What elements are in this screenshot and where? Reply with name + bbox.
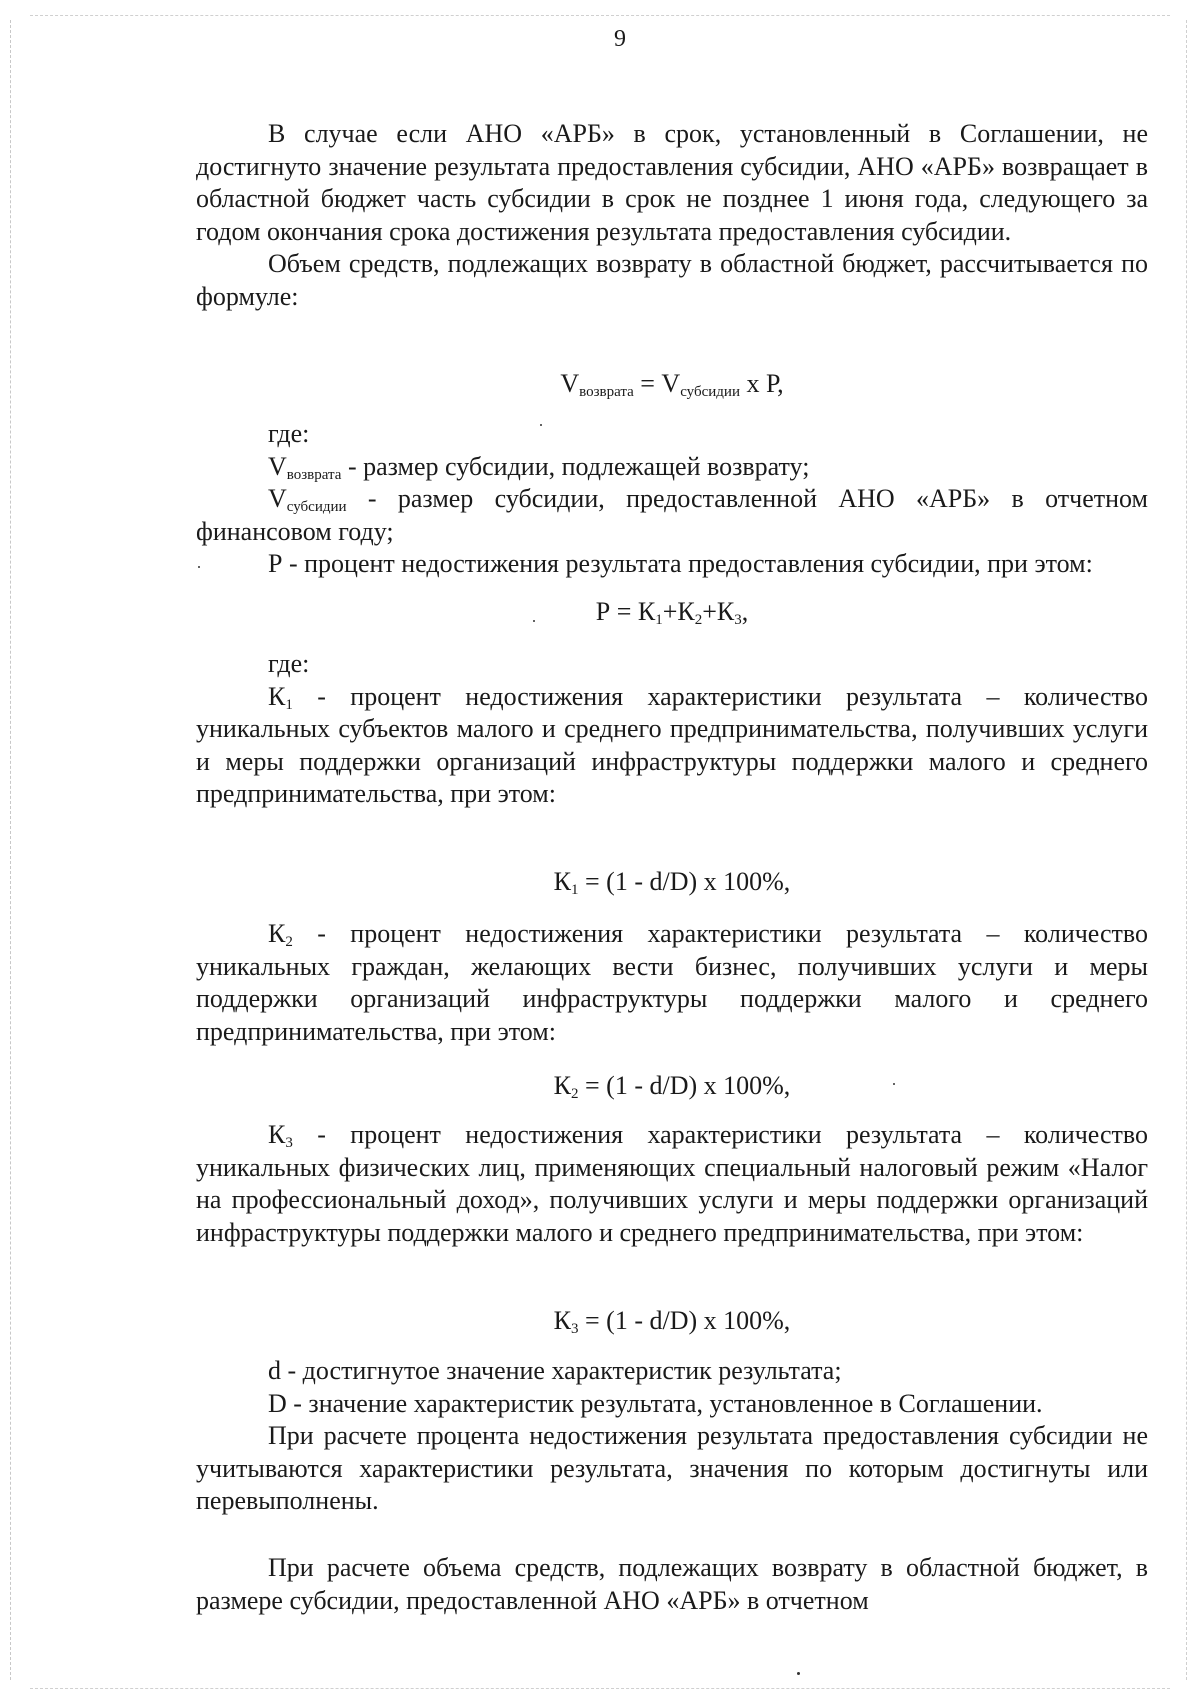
- paragraph-volume-formula-intro: Объем средств, подлежащих возврату в областной бюджет, рассчитывается по формуле:: [196, 249, 1148, 311]
- definition-k2: $К_2$ - процент недостижения характеристики результата – количество уникальных граждан, желающих вести бизнес, получивших услуги и меры поддержки организаций инфраструктуры поддержки малого и среднего предпринимательства, при этом:: [196, 919, 1148, 1046]
- where-label: где:: [268, 649, 310, 678]
- page-number: 9: [614, 26, 626, 52]
- text-block-continuation: [196, 1552, 1148, 1617]
- scan-border-bottom: [30, 1688, 1170, 1689]
- definition-d-target: D - значение характеристик результата, установленное в Соглашении.: [268, 1388, 1043, 1418]
- formula-k1: $К_1 = (1 - d/D)$ х 100%,: [553, 867, 791, 898]
- scan-speck: [797, 1672, 800, 1675]
- definition-p: Р - процент недостижения результата предоставления субсидии, при этом:: [268, 549, 1093, 579]
- definition-k1: $К_1$ - процент недостижения характеристики результата – количество уникальных субъектов малого и среднего предпринимательства, получивших услуги и меры поддержки организаций инфраструктуры поддержки малого и среднего предпринимательства, при этом:: [196, 681, 1148, 809]
- definition-v-subsidy: $V_{субсидии}$ - размер субсидии, предоставленной АНО «АРБ» в отчетном финансовом году;: [196, 484, 1148, 546]
- formula-k3: $К_3 = (1 - d/D)$ х 100%,: [553, 1306, 791, 1337]
- paragraph-return-condition: В случае если АНО «АРБ» в срок, установленный в Соглашении, не достигнуто значение результата предоставления субсидии, АНО «АРБ» возвращает в областной бюджет часть субсидии в срок не позднее 1 июня года, следующего за годом окончания срока достижения результата предоставления субсидии.: [196, 119, 1148, 246]
- scan-border-left: [10, 20, 11, 1680]
- text-block-k3: [196, 1119, 1148, 1249]
- definition-k3: $К_3$ - процент недостижения характеристики результата – количество уникальных физических лиц, применяющих специальный налоговый режим «Налог на профессиональный доход», получивших услуги и меры поддержки организаций инфраструктуры поддержки малого и среднего предпринимательства, при этом:: [196, 1120, 1148, 1247]
- definition-d-achieved: d - достигнутое значение характеристик результата;: [268, 1356, 842, 1385]
- formula-k2: $К_2 = (1 - d/D)$ х 100%,: [553, 1071, 791, 1102]
- scan-border-right: [1186, 20, 1187, 1680]
- paragraph-volume-calculation: При расчете объема средств, подлежащих возврату в областной бюджет, в размере субсидии, предоставленной АНО «АРБ» в отчетном: [196, 1553, 1148, 1615]
- paragraph-excluded-characteristics: При расчете процента недостижения результата предоставления субсидии не учитываются характеристики результата, значения по которым достигнуты или перевыполнены.: [196, 1421, 1148, 1516]
- text-block-final: [196, 1355, 1148, 1518]
- scan-border-top: [30, 15, 1170, 16]
- where-label: где:: [268, 419, 310, 448]
- formula-p-sum: $Р = К_1+К_2+К_3$,: [595, 597, 749, 628]
- text-block-k1: [196, 648, 1148, 811]
- formula-volume-return: $V_{возврата} = V_{субсидии}$ х Р,: [560, 369, 784, 400]
- text-block-k2: [196, 918, 1148, 1048]
- text-block-intro: [196, 118, 1148, 314]
- definition-v-return: $V_{возврата}$ - размер субсидии, подлежащей возврату;: [268, 451, 810, 483]
- text-block-definitions: [196, 418, 1148, 581]
